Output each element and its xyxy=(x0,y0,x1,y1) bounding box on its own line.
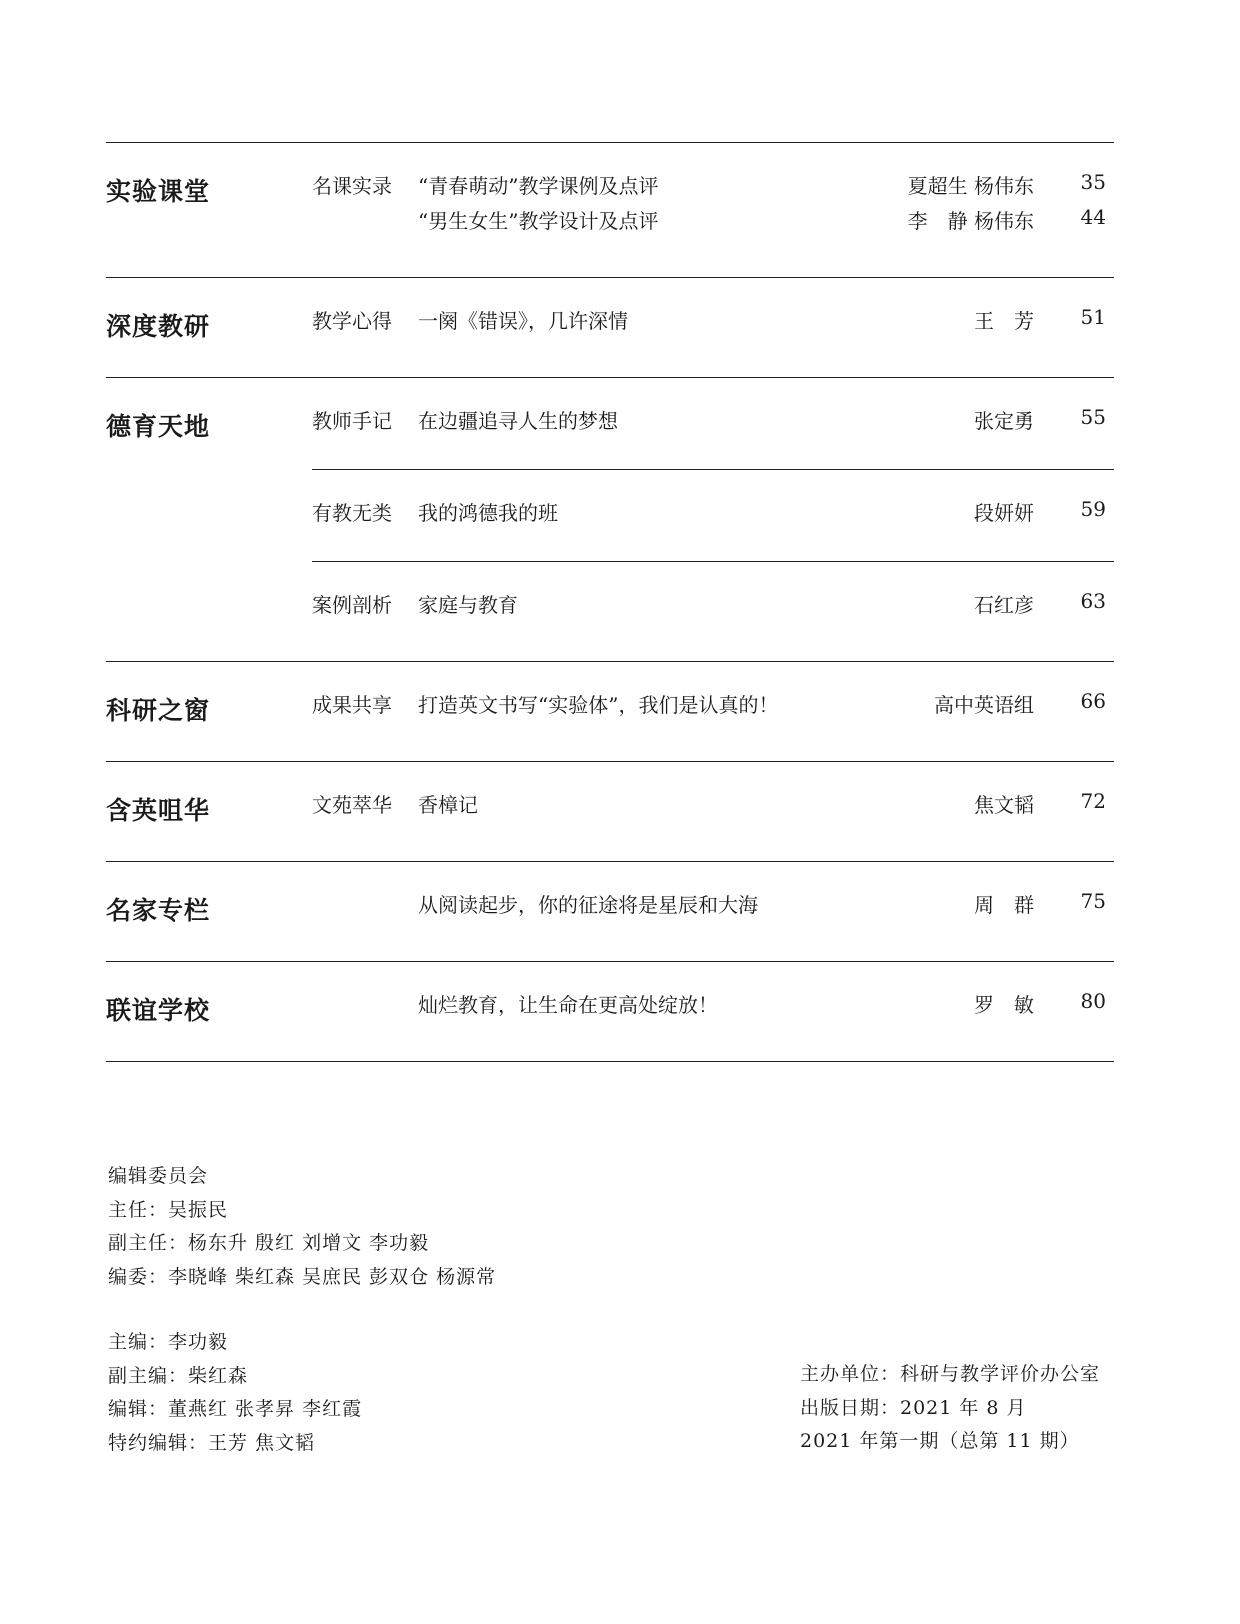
toc-entry[interactable] xyxy=(106,889,1114,919)
entry-page-number: 63 xyxy=(1080,589,1106,613)
toc-entry[interactable] xyxy=(106,405,1114,435)
entry-author: 李 静 杨伟东 xyxy=(907,209,1034,233)
section-title: 联谊学校 xyxy=(106,996,211,1025)
entry-page-number: 55 xyxy=(1080,405,1106,429)
publication-issue: 2021 年第一期（总第 11 期） xyxy=(800,1430,1080,1452)
section-title: 德育天地 xyxy=(106,412,211,441)
toc-entry[interactable] xyxy=(106,589,1114,619)
entry-subsection: 文苑萃华 xyxy=(312,793,392,817)
entry-page-number: 59 xyxy=(1080,497,1106,521)
entry-author: 张定勇 xyxy=(974,409,1034,433)
entry-subsection: 教学心得 xyxy=(312,309,392,333)
entry-author: 周 群 xyxy=(974,893,1034,917)
toc-entry[interactable] xyxy=(106,205,1114,235)
entry-title: 一阕《错误》，几许深情 xyxy=(418,309,628,333)
section-title: 深度教研 xyxy=(106,312,211,341)
entry-subsection: 案例剖析 xyxy=(312,593,392,617)
section-divider xyxy=(106,142,1114,143)
entry-page-number: 51 xyxy=(1080,305,1106,329)
entry-page-number: 66 xyxy=(1080,689,1106,713)
entry-subsection: 教师手记 xyxy=(312,409,392,433)
toc-entry[interactable] xyxy=(106,497,1114,527)
entry-page-number: 44 xyxy=(1080,205,1106,229)
section-divider xyxy=(106,761,1114,762)
entry-title: 在边疆追寻人生的梦想 xyxy=(418,409,618,433)
contributing-editors: 特约编辑：王芳 焦文韬 xyxy=(108,1431,316,1454)
entry-title: “青春萌动”教学课例及点评 xyxy=(418,174,659,198)
section-divider xyxy=(106,861,1114,862)
section-title: 科研之窗 xyxy=(106,696,211,725)
entry-title: 从阅读起步，你的征途将是星辰和大海 xyxy=(418,893,758,917)
section-divider xyxy=(106,661,1114,662)
entry-title: 灿烂教育，让生命在更高处绽放！ xyxy=(418,993,718,1017)
section-divider xyxy=(106,961,1114,962)
entry-title: 打造英文书写“实验体”，我们是认真的！ xyxy=(418,693,779,717)
publication-sponsor: 主办单位：科研与教学评价办公室 xyxy=(800,1363,1101,1385)
entry-page-number: 72 xyxy=(1080,789,1106,813)
committee-members: 编委：李晓峰 柴红森 吴庶民 彭双仓 杨源常 xyxy=(108,1265,497,1288)
entry-author: 罗 敏 xyxy=(974,993,1034,1017)
editors: 编辑：董燕红 张孝昇 李红霞 xyxy=(108,1398,363,1420)
section-title: 名家专栏 xyxy=(106,896,211,925)
toc-entry[interactable] xyxy=(106,170,1114,200)
section-title: 实验课堂 xyxy=(106,177,211,206)
committee-director: 主任：吴振民 xyxy=(108,1198,229,1221)
editorial-committee xyxy=(108,1160,496,1294)
entry-title: 我的鸿德我的班 xyxy=(418,501,558,525)
publication-info xyxy=(800,1358,1100,1459)
committee-deputy-directors: 副主任：杨东升 殷红 刘增文 李功毅 xyxy=(108,1232,430,1254)
entry-author: 夏超生 杨伟东 xyxy=(907,174,1034,198)
entry-author: 石红彦 xyxy=(974,593,1034,617)
entry-subsection: 有教无类 xyxy=(312,501,392,525)
entry-title: 香樟记 xyxy=(418,793,478,817)
entry-subsection: 名课实录 xyxy=(312,174,392,198)
deputy-chief-editor: 副主编：柴红森 xyxy=(108,1364,249,1387)
entry-author: 高中英语组 xyxy=(934,693,1034,717)
subsection-divider xyxy=(312,469,1114,470)
toc-entry[interactable] xyxy=(106,689,1114,719)
entry-page-number: 35 xyxy=(1080,170,1106,194)
section-title: 含英咀华 xyxy=(106,796,211,825)
entry-title: “男生女生”教学设计及点评 xyxy=(418,209,659,233)
publication-date: 出版日期：2021 年 8 月 xyxy=(800,1396,1027,1419)
toc-entry[interactable] xyxy=(106,989,1114,1019)
entry-title: 家庭与教育 xyxy=(418,593,518,617)
entry-author: 段妍妍 xyxy=(974,501,1034,525)
toc-entry[interactable] xyxy=(106,789,1114,819)
section-divider xyxy=(106,377,1114,378)
entry-subsection: 成果共享 xyxy=(312,693,392,717)
entry-author: 焦文韬 xyxy=(974,793,1034,817)
section-divider xyxy=(106,1061,1114,1062)
entry-author: 王 芳 xyxy=(974,309,1034,333)
toc-entry[interactable] xyxy=(106,305,1114,335)
chief-editor: 主编：李功毅 xyxy=(108,1331,229,1353)
committee-heading: 编辑委员会 xyxy=(108,1165,209,1187)
section-divider xyxy=(106,277,1114,278)
subsection-divider xyxy=(312,561,1114,562)
entry-page-number: 80 xyxy=(1080,989,1106,1013)
editorial-staff xyxy=(108,1326,362,1460)
entry-page-number: 75 xyxy=(1080,889,1106,913)
